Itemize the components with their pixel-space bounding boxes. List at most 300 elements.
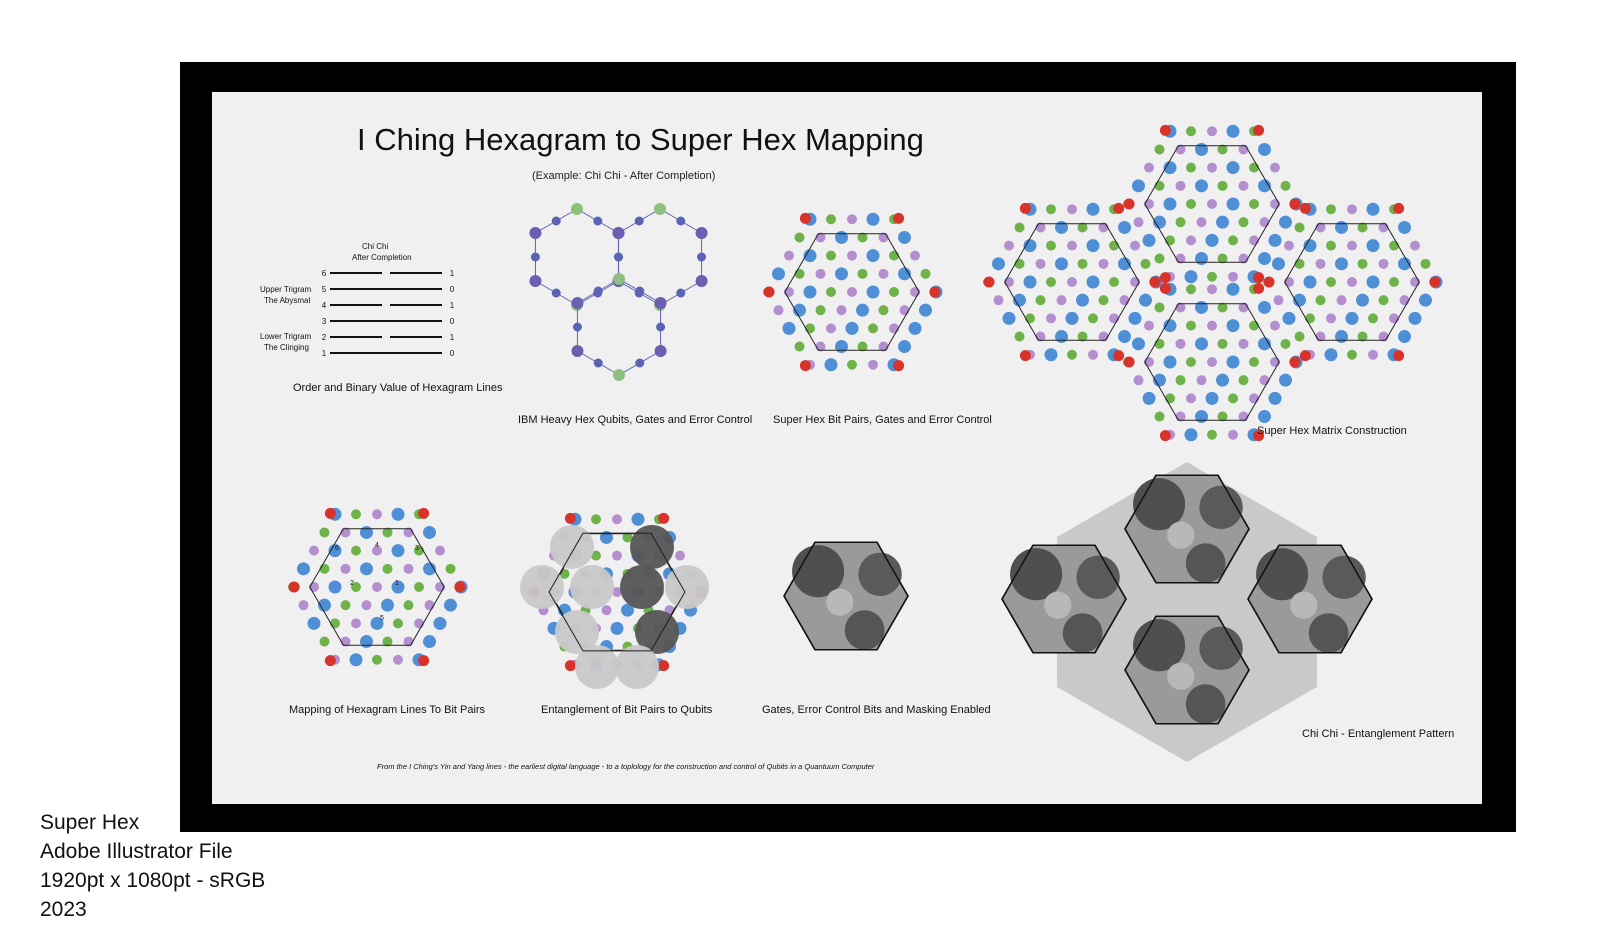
matrix-bit-dot — [1176, 339, 1186, 349]
error-control-dot — [1113, 203, 1124, 214]
qubit-disc — [665, 565, 709, 609]
matrix-bit-dot — [1347, 204, 1357, 214]
gate-dot — [529, 275, 541, 287]
matrix-bit-dot — [1129, 312, 1142, 325]
hexagram-name-meaning: After Completion — [352, 253, 412, 262]
hexagram-line-order: 6 — [321, 269, 327, 278]
matrix-bit-dot — [1227, 283, 1240, 296]
mapping-bit-dot — [308, 617, 321, 630]
matrix-bit-dot — [1195, 301, 1208, 314]
upper-trigram-name: The Abysmal — [264, 296, 311, 305]
matrix-bit-dot — [1139, 294, 1152, 307]
mapping-bit-dot — [351, 509, 361, 519]
caption-entanglement-pattern: Chi Chi - Entanglement Pattern — [1302, 728, 1455, 740]
matrix-bit-dot — [1279, 374, 1292, 387]
error-control-dot — [1300, 203, 1311, 214]
matrix-bit-dot — [1249, 163, 1259, 173]
matrix-bit-dot — [1004, 277, 1014, 287]
error-control-dot — [1160, 125, 1171, 136]
matrix-bit-dot — [1305, 313, 1315, 323]
error-control-dot — [325, 508, 336, 519]
matrix-bit-dot — [994, 295, 1004, 305]
pattern-light-lobe — [826, 589, 853, 616]
matrix-bit-dot — [1269, 234, 1282, 247]
mapping-line-label: 3 — [415, 545, 419, 552]
matrix-bit-dot — [1419, 294, 1432, 307]
matrix-bit-dot — [1164, 356, 1177, 369]
matrix-bit-dot — [1186, 163, 1196, 173]
gate-dot — [612, 227, 624, 239]
matrix-bit-dot — [1207, 284, 1217, 294]
matrix-bit-dot — [1134, 217, 1144, 227]
matrix-bit-dot — [1270, 357, 1280, 367]
caption-gates-masking: Gates, Error Control Bits and Masking Enabled — [762, 704, 991, 716]
matrix-bit-dot — [1228, 430, 1238, 440]
error-control-dot — [1264, 277, 1275, 288]
error-control-dot — [800, 213, 811, 224]
matrix-bit-dot — [1067, 350, 1077, 360]
qubit-dot — [635, 287, 644, 296]
pattern-light-lobe — [1167, 522, 1194, 549]
error-control-dot — [1160, 283, 1171, 294]
error-control-dot — [984, 277, 995, 288]
hexagram-line-order: 1 — [321, 349, 327, 358]
qubit-dot — [552, 289, 561, 298]
super-hex-bit-dot — [784, 287, 794, 297]
super-hex-bit-dot — [826, 214, 836, 224]
matrix-bit-dot — [1398, 221, 1411, 234]
pattern-dark-lobe — [1063, 613, 1103, 653]
entangle-bit-dot — [602, 605, 612, 615]
matrix-bit-dot — [1036, 295, 1046, 305]
matrix-bit-dot — [1046, 313, 1056, 323]
matrix-bit-dot — [1076, 294, 1089, 307]
mapping-bit-dot — [360, 635, 373, 648]
super-hex-bit-dot — [867, 213, 880, 226]
matrix-bit-dot — [1239, 217, 1249, 227]
matrix-bit-dot — [1176, 181, 1186, 191]
mapping-bit-dot — [425, 600, 435, 610]
entangle-bit-dot — [675, 551, 685, 561]
gate-dot — [696, 227, 708, 239]
error-control-dot — [800, 360, 811, 371]
matrix-bit-dot — [1367, 203, 1380, 216]
poster-subtitle: (Example: Chi Chi - After Completion) — [532, 170, 716, 182]
matrix-bit-dot — [1216, 216, 1229, 229]
matrix-bit-dot — [1228, 272, 1238, 282]
super-hex-bit-dot — [868, 323, 878, 333]
matrix-bit-dot — [1279, 216, 1292, 229]
matrix-bit-dot — [1281, 339, 1291, 349]
matrix-bit-dot — [1067, 204, 1077, 214]
gate-dot — [655, 297, 667, 309]
matrix-bit-dot — [1337, 295, 1347, 305]
super-hex-bit-dot — [889, 251, 899, 261]
matrix-bit-dot — [1197, 375, 1207, 385]
matrix-bit-dot — [1155, 254, 1165, 264]
matrix-bit-dot — [1165, 393, 1175, 403]
matrix-bit-dot — [1087, 203, 1100, 216]
matrix-bit-dot — [1195, 252, 1208, 265]
matrix-bit-dot — [1109, 241, 1119, 251]
error-control-dot — [1124, 357, 1135, 368]
error-control-dot — [1393, 350, 1404, 361]
footnote: From the I Ching's Yin and Yang lines - the earliest digital language - to a toplology for the construction and control of Qubits in a Quantuum Computer — [377, 762, 875, 771]
hexagram-line-order: 3 — [321, 317, 327, 326]
qubit-dot — [697, 253, 706, 262]
poster — [212, 92, 1482, 804]
matrix-bit-dot — [1186, 321, 1196, 331]
matrix-bit-dot — [1368, 313, 1378, 323]
super-hex-bit-dot — [898, 231, 911, 244]
super-hex-bit-dot — [795, 342, 805, 352]
matrix-bit-dot — [1206, 234, 1219, 247]
matrix-bit-dot — [1144, 321, 1154, 331]
matrix-bit-dot — [1024, 276, 1037, 289]
mapping-bit-dot — [330, 618, 340, 628]
matrix-bit-dot — [1228, 393, 1238, 403]
qubit-dot — [635, 217, 644, 226]
matrix-bit-dot — [1078, 259, 1088, 269]
matrix-bit-dot — [1216, 374, 1229, 387]
entangle-bit-dot — [591, 514, 601, 524]
hexagram-line-value: 0 — [449, 285, 455, 294]
pattern-light-lobe — [1290, 592, 1317, 619]
super-hex-bit-dot — [879, 269, 889, 279]
super-hex-bit-dot — [826, 251, 836, 261]
matrix-bit-dot — [1155, 339, 1165, 349]
matrix-bit-dot — [1130, 241, 1140, 251]
matrix-bit-dot — [1088, 313, 1098, 323]
matrix-bit-dot — [1155, 181, 1165, 191]
mapping-bit-dot — [341, 600, 351, 610]
matrix-bit-dot — [1260, 217, 1270, 227]
matrix-bit-dot — [1207, 272, 1217, 282]
super-hex-bit-dot — [847, 360, 857, 370]
gate-dot — [613, 273, 625, 285]
super-hex-bit-dot — [868, 360, 878, 370]
matrix-bit-dot — [1326, 241, 1336, 251]
mapping-bit-dot — [329, 581, 342, 594]
qubit-dot — [656, 323, 665, 332]
super-hex-bit-dot — [835, 340, 848, 353]
entangle-bit-dot — [632, 513, 645, 526]
gate-dot — [613, 369, 625, 381]
super-hex-bit-dot — [919, 304, 932, 317]
matrix-bit-dot — [1409, 312, 1422, 325]
qubit-dot — [593, 217, 602, 226]
mapping-bit-dot — [372, 509, 382, 519]
mapping-bit-dot — [309, 546, 319, 556]
qubit-disc — [575, 645, 619, 689]
error-control-dot — [764, 287, 775, 298]
matrix-bit-dot — [1155, 144, 1165, 154]
super-hex-bit-dot — [805, 323, 815, 333]
error-control-dot — [1149, 277, 1160, 288]
error-control-dot — [893, 360, 904, 371]
file-info — [40, 808, 265, 924]
mapping-bit-dot — [404, 564, 414, 574]
mapping-bit-dot — [392, 544, 405, 557]
super-hex-bit-dot — [867, 249, 880, 262]
entangle-bit-dot — [611, 622, 624, 635]
caption-entanglement-bits: Entanglement of Bit Pairs to Qubits — [541, 704, 713, 716]
qubit-dot — [614, 253, 623, 262]
matrix-bit-dot — [1227, 198, 1240, 211]
super-hex-bit-dot — [921, 269, 931, 279]
gate-dot — [654, 203, 666, 215]
qubit-dot — [676, 217, 685, 226]
matrix-bit-dot — [1067, 241, 1077, 251]
matrix-bit-dot — [1185, 428, 1198, 441]
error-control-dot — [929, 287, 940, 298]
matrix-bit-dot — [1130, 277, 1140, 287]
lower-trigram-name: The Clinging — [264, 343, 309, 352]
super-hex-bit-dot — [804, 286, 817, 299]
mapping-bit-dot — [446, 564, 456, 574]
caption-mapping: Mapping of Hexagram Lines To Bit Pairs — [289, 704, 486, 716]
matrix-bit-dot — [1284, 277, 1294, 287]
file-name: Super Hex — [40, 811, 140, 834]
matrix-bit-dot — [1274, 295, 1284, 305]
hexagram-line-order: 4 — [321, 301, 327, 310]
matrix-bit-dot — [1258, 410, 1271, 423]
pattern-light-lobe — [1044, 592, 1071, 619]
matrix-bit-dot — [1015, 259, 1025, 269]
matrix-bit-dot — [1239, 339, 1249, 349]
matrix-bit-dot — [1087, 276, 1100, 289]
error-control-dot — [418, 655, 429, 666]
super-hex-bit-dot — [900, 305, 910, 315]
matrix-bit-dot — [1281, 181, 1291, 191]
matrix-bit-dot — [1207, 199, 1217, 209]
matrix-bit-dot — [1109, 313, 1119, 323]
caption-super-hex-bits: Super Hex Bit Pairs, Gates and Error Control — [773, 414, 992, 426]
pattern-dark-lobe — [1186, 684, 1226, 724]
matrix-bit-dot — [1347, 277, 1357, 287]
qubit-dot — [552, 217, 561, 226]
matrix-bit-dot — [1143, 234, 1156, 247]
matrix-bit-dot — [1270, 321, 1280, 331]
matrix-bit-dot — [1316, 295, 1326, 305]
matrix-bit-dot — [1260, 375, 1270, 385]
matrix-bit-dot — [1207, 357, 1217, 367]
hexagram-name: Chi Chi — [362, 242, 389, 251]
file-type: Adobe Illustrator File — [40, 840, 233, 863]
gate-dot — [571, 345, 583, 357]
matrix-bit-dot — [1045, 348, 1058, 361]
matrix-bit-dot — [1046, 277, 1056, 287]
matrix-bit-dot — [1186, 126, 1196, 136]
mapping-line-label: 1 — [395, 580, 399, 587]
matrix-bit-dot — [1326, 204, 1336, 214]
error-control-dot — [893, 213, 904, 224]
error-control-dot — [1124, 199, 1135, 210]
matrix-bit-dot — [1356, 294, 1369, 307]
matrix-bit-dot — [1015, 332, 1025, 342]
error-control-dot — [1253, 272, 1264, 283]
matrix-bit-dot — [1046, 204, 1056, 214]
hexagram-line-value: 0 — [449, 349, 455, 358]
matrix-bit-dot — [1218, 181, 1228, 191]
matrix-bit-dot — [1227, 161, 1240, 174]
mapping-bit-dot — [320, 637, 330, 647]
matrix-bit-dot — [1227, 356, 1240, 369]
super-hex-bit-dot — [847, 287, 857, 297]
matrix-bit-dot — [1055, 330, 1068, 343]
mapping-bit-dot — [434, 617, 447, 630]
error-control-dot — [1429, 277, 1440, 288]
super-hex-bit-dot — [816, 305, 826, 315]
mapping-bit-dot — [360, 526, 373, 539]
mapping-bit-dot — [320, 564, 330, 574]
qubit-disc — [615, 645, 659, 689]
super-hex-bit-dot — [909, 322, 922, 335]
mapping-bit-dot — [435, 582, 445, 592]
matrix-bit-dot — [1295, 332, 1305, 342]
matrix-bit-dot — [1195, 179, 1208, 192]
matrix-bit-dot — [1197, 217, 1207, 227]
mapping-bit-dot — [309, 582, 319, 592]
matrix-bit-dot — [1389, 277, 1399, 287]
matrix-bit-dot — [1335, 257, 1348, 270]
error-control-dot — [1020, 350, 1031, 361]
super-hex-bit-dot — [816, 269, 826, 279]
mapping-bit-dot — [423, 635, 436, 648]
matrix-bit-dot — [1195, 410, 1208, 423]
hexagram-line-value: 1 — [449, 333, 455, 342]
gate-dot — [655, 345, 667, 357]
qubit-dot — [531, 253, 540, 262]
error-control-dot — [289, 582, 300, 593]
super-hex-bit-dot — [910, 251, 920, 261]
matrix-bit-dot — [1195, 143, 1208, 156]
super-hex-bit-dot — [835, 267, 848, 280]
matrix-bit-dot — [1207, 126, 1217, 136]
poster-artwork — [212, 92, 1482, 804]
mapping-bit-dot — [341, 564, 351, 574]
qubit-dot — [594, 287, 603, 296]
error-control-dot — [1020, 203, 1031, 214]
matrix-bit-dot — [1367, 239, 1380, 252]
mapping-bit-dot — [299, 600, 309, 610]
matrix-bit-dot — [1249, 393, 1259, 403]
mapping-bit-dot — [393, 618, 403, 628]
error-control-dot — [1160, 272, 1171, 283]
matrix-bit-dot — [1346, 312, 1359, 325]
matrix-bit-dot — [1186, 199, 1196, 209]
matrix-bit-dot — [1249, 321, 1259, 331]
pattern-dark-lobe — [1186, 543, 1226, 583]
mapping-bit-dot — [393, 655, 403, 665]
matrix-bit-dot — [1195, 337, 1208, 350]
super-hex-bit-dot — [867, 286, 880, 299]
mapping-bit-dot — [351, 546, 361, 556]
matrix-bit-dot — [1227, 125, 1240, 138]
matrix-bit-dot — [1186, 284, 1196, 294]
error-control-dot — [1393, 203, 1404, 214]
matrix-bit-dot — [1206, 392, 1219, 405]
mapping-bit-dot — [350, 653, 363, 666]
matrix-bit-dot — [1087, 239, 1100, 252]
gate-dot — [571, 297, 583, 309]
mapping-bit-dot — [383, 564, 393, 574]
matrix-bit-dot — [1258, 301, 1271, 314]
caption-order-binary: Order and Binary Value of Hexagram Lines — [293, 382, 503, 394]
error-control-dot — [1289, 357, 1300, 368]
error-control-dot — [1113, 350, 1124, 361]
super-hex-bit-dot — [889, 323, 899, 333]
mapping-line-label: 4 — [375, 542, 379, 549]
matrix-bit-dot — [1186, 393, 1196, 403]
matrix-bit-dot — [1379, 259, 1389, 269]
matrix-bit-dot — [1335, 330, 1348, 343]
error-control-dot — [658, 660, 669, 671]
gate-dot — [529, 227, 541, 239]
matrix-bit-dot — [1410, 277, 1420, 287]
super-hex-bit-dot — [879, 305, 889, 315]
qubit-disc — [520, 565, 564, 609]
matrix-bit-dot — [1109, 277, 1119, 287]
matrix-bit-dot — [1036, 259, 1046, 269]
mapping-line-label: 6 — [335, 545, 339, 552]
mapping-bit-dot — [404, 600, 414, 610]
pattern-light-lobe — [1167, 663, 1194, 690]
matrix-bit-dot — [1067, 277, 1077, 287]
qubit-disc — [570, 565, 614, 609]
super-hex-bit-dot — [856, 304, 869, 317]
matrix-bit-dot — [1325, 348, 1338, 361]
file-year: 2023 — [40, 898, 87, 921]
matrix-bit-dot — [992, 257, 1005, 270]
matrix-bit-dot — [1421, 259, 1431, 269]
super-hex-bit-dot — [795, 232, 805, 242]
matrix-bit-dot — [1228, 235, 1238, 245]
matrix-bit-dot — [1004, 241, 1014, 251]
matrix-bit-dot — [1295, 222, 1305, 232]
matrix-bit-dot — [1207, 163, 1217, 173]
hexagram-line-value: 1 — [449, 301, 455, 310]
mapping-bit-dot — [444, 599, 457, 612]
matrix-bit-dot — [1118, 330, 1131, 343]
super-hex-bit-dot — [847, 214, 857, 224]
matrix-bit-dot — [1398, 330, 1411, 343]
matrix-bit-dot — [1326, 277, 1336, 287]
matrix-bit-dot — [1176, 217, 1186, 227]
super-hex-bit-dot — [846, 322, 859, 335]
super-hex-bit-dot — [847, 251, 857, 261]
super-hex-bit-dot — [774, 305, 784, 315]
mapping-bit-dot — [297, 562, 310, 575]
hexagram-line-value: 1 — [449, 269, 455, 278]
error-control-dot — [1253, 125, 1264, 136]
error-control-dot — [565, 660, 576, 671]
matrix-bit-dot — [1335, 221, 1348, 234]
error-control-dot — [1289, 199, 1300, 210]
error-control-dot — [454, 582, 465, 593]
matrix-bit-dot — [1144, 199, 1154, 209]
error-control-dot — [1253, 283, 1264, 294]
super-hex-bit-dot — [772, 267, 785, 280]
error-control-dot — [1160, 430, 1171, 441]
super-hex-bit-dot — [835, 231, 848, 244]
matrix-bit-dot — [1164, 198, 1177, 211]
super-hex-bit-dot — [826, 323, 836, 333]
matrix-bit-dot — [1410, 241, 1420, 251]
matrix-bit-dot — [1239, 181, 1249, 191]
matrix-bit-dot — [1272, 257, 1285, 270]
matrix-bit-dot — [1379, 295, 1389, 305]
